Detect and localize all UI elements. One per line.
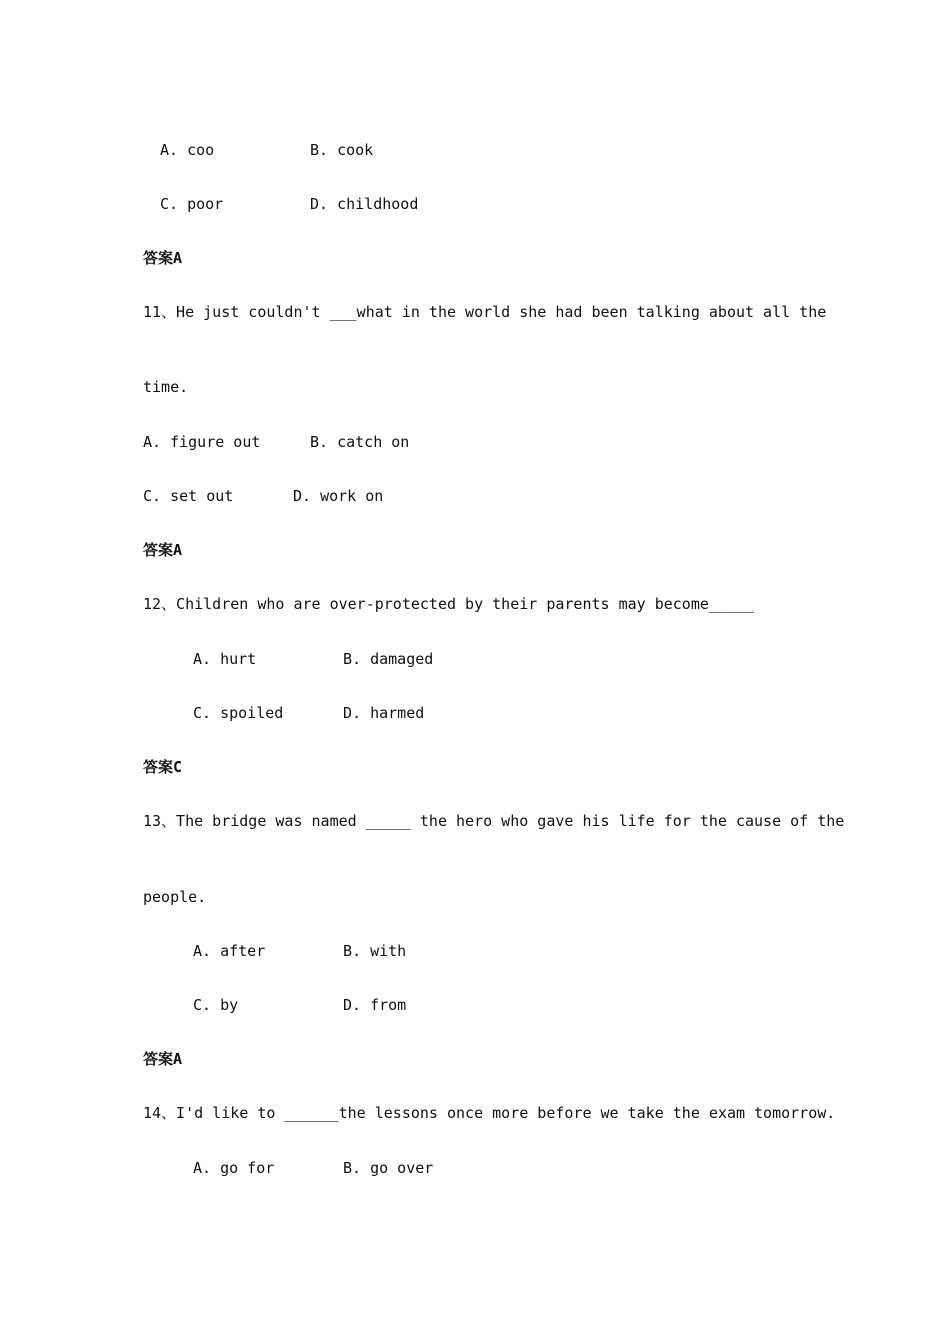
q11-text-line1: 11、He just couldn't ___what in the world she had been talking about all the: [143, 303, 827, 321]
q10-option-d: D. childhood: [310, 195, 419, 213]
q10-answer: 答案A: [143, 249, 183, 267]
q13-option-c: C. by: [193, 996, 239, 1014]
q12-option-d: D. harmed: [343, 704, 425, 722]
q13-option-b: B. with: [343, 942, 407, 960]
q14-option-a: A. go for: [193, 1159, 275, 1177]
q12-option-c: C. spoiled: [193, 704, 284, 722]
q11-option-d: D. work on: [293, 487, 384, 505]
q12-answer: 答案C: [143, 758, 183, 776]
q11-option-a: A. figure out: [143, 433, 261, 451]
q11-text-line2: time.: [143, 378, 189, 396]
q10-option-b: B. cook: [310, 141, 374, 159]
q14-text-line1: 14、I'd like to ______the lessons once more before we take the exam tomorrow.: [143, 1104, 836, 1122]
q10-option-c: C. poor: [160, 195, 224, 213]
q12-text-line1: 12、Children who are over-protected by their parents may become_____: [143, 595, 755, 613]
q10-option-a: A. coo: [160, 141, 215, 159]
q13-answer: 答案A: [143, 1050, 183, 1068]
q13-text-line1: 13、The bridge was named _____ the hero who gave his life for the cause of the: [143, 812, 845, 830]
q12-option-a: A. hurt: [193, 650, 257, 668]
q13-text-line2: people.: [143, 888, 207, 906]
q14-option-b: B. go over: [343, 1159, 434, 1177]
q11-answer: 答案A: [143, 541, 183, 559]
q13-option-a: A. after: [193, 942, 266, 960]
q12-option-b: B. damaged: [343, 650, 434, 668]
q13-option-d: D. from: [343, 996, 407, 1014]
q11-option-b: B. catch on: [310, 433, 410, 451]
q11-option-c: C. set out: [143, 487, 234, 505]
